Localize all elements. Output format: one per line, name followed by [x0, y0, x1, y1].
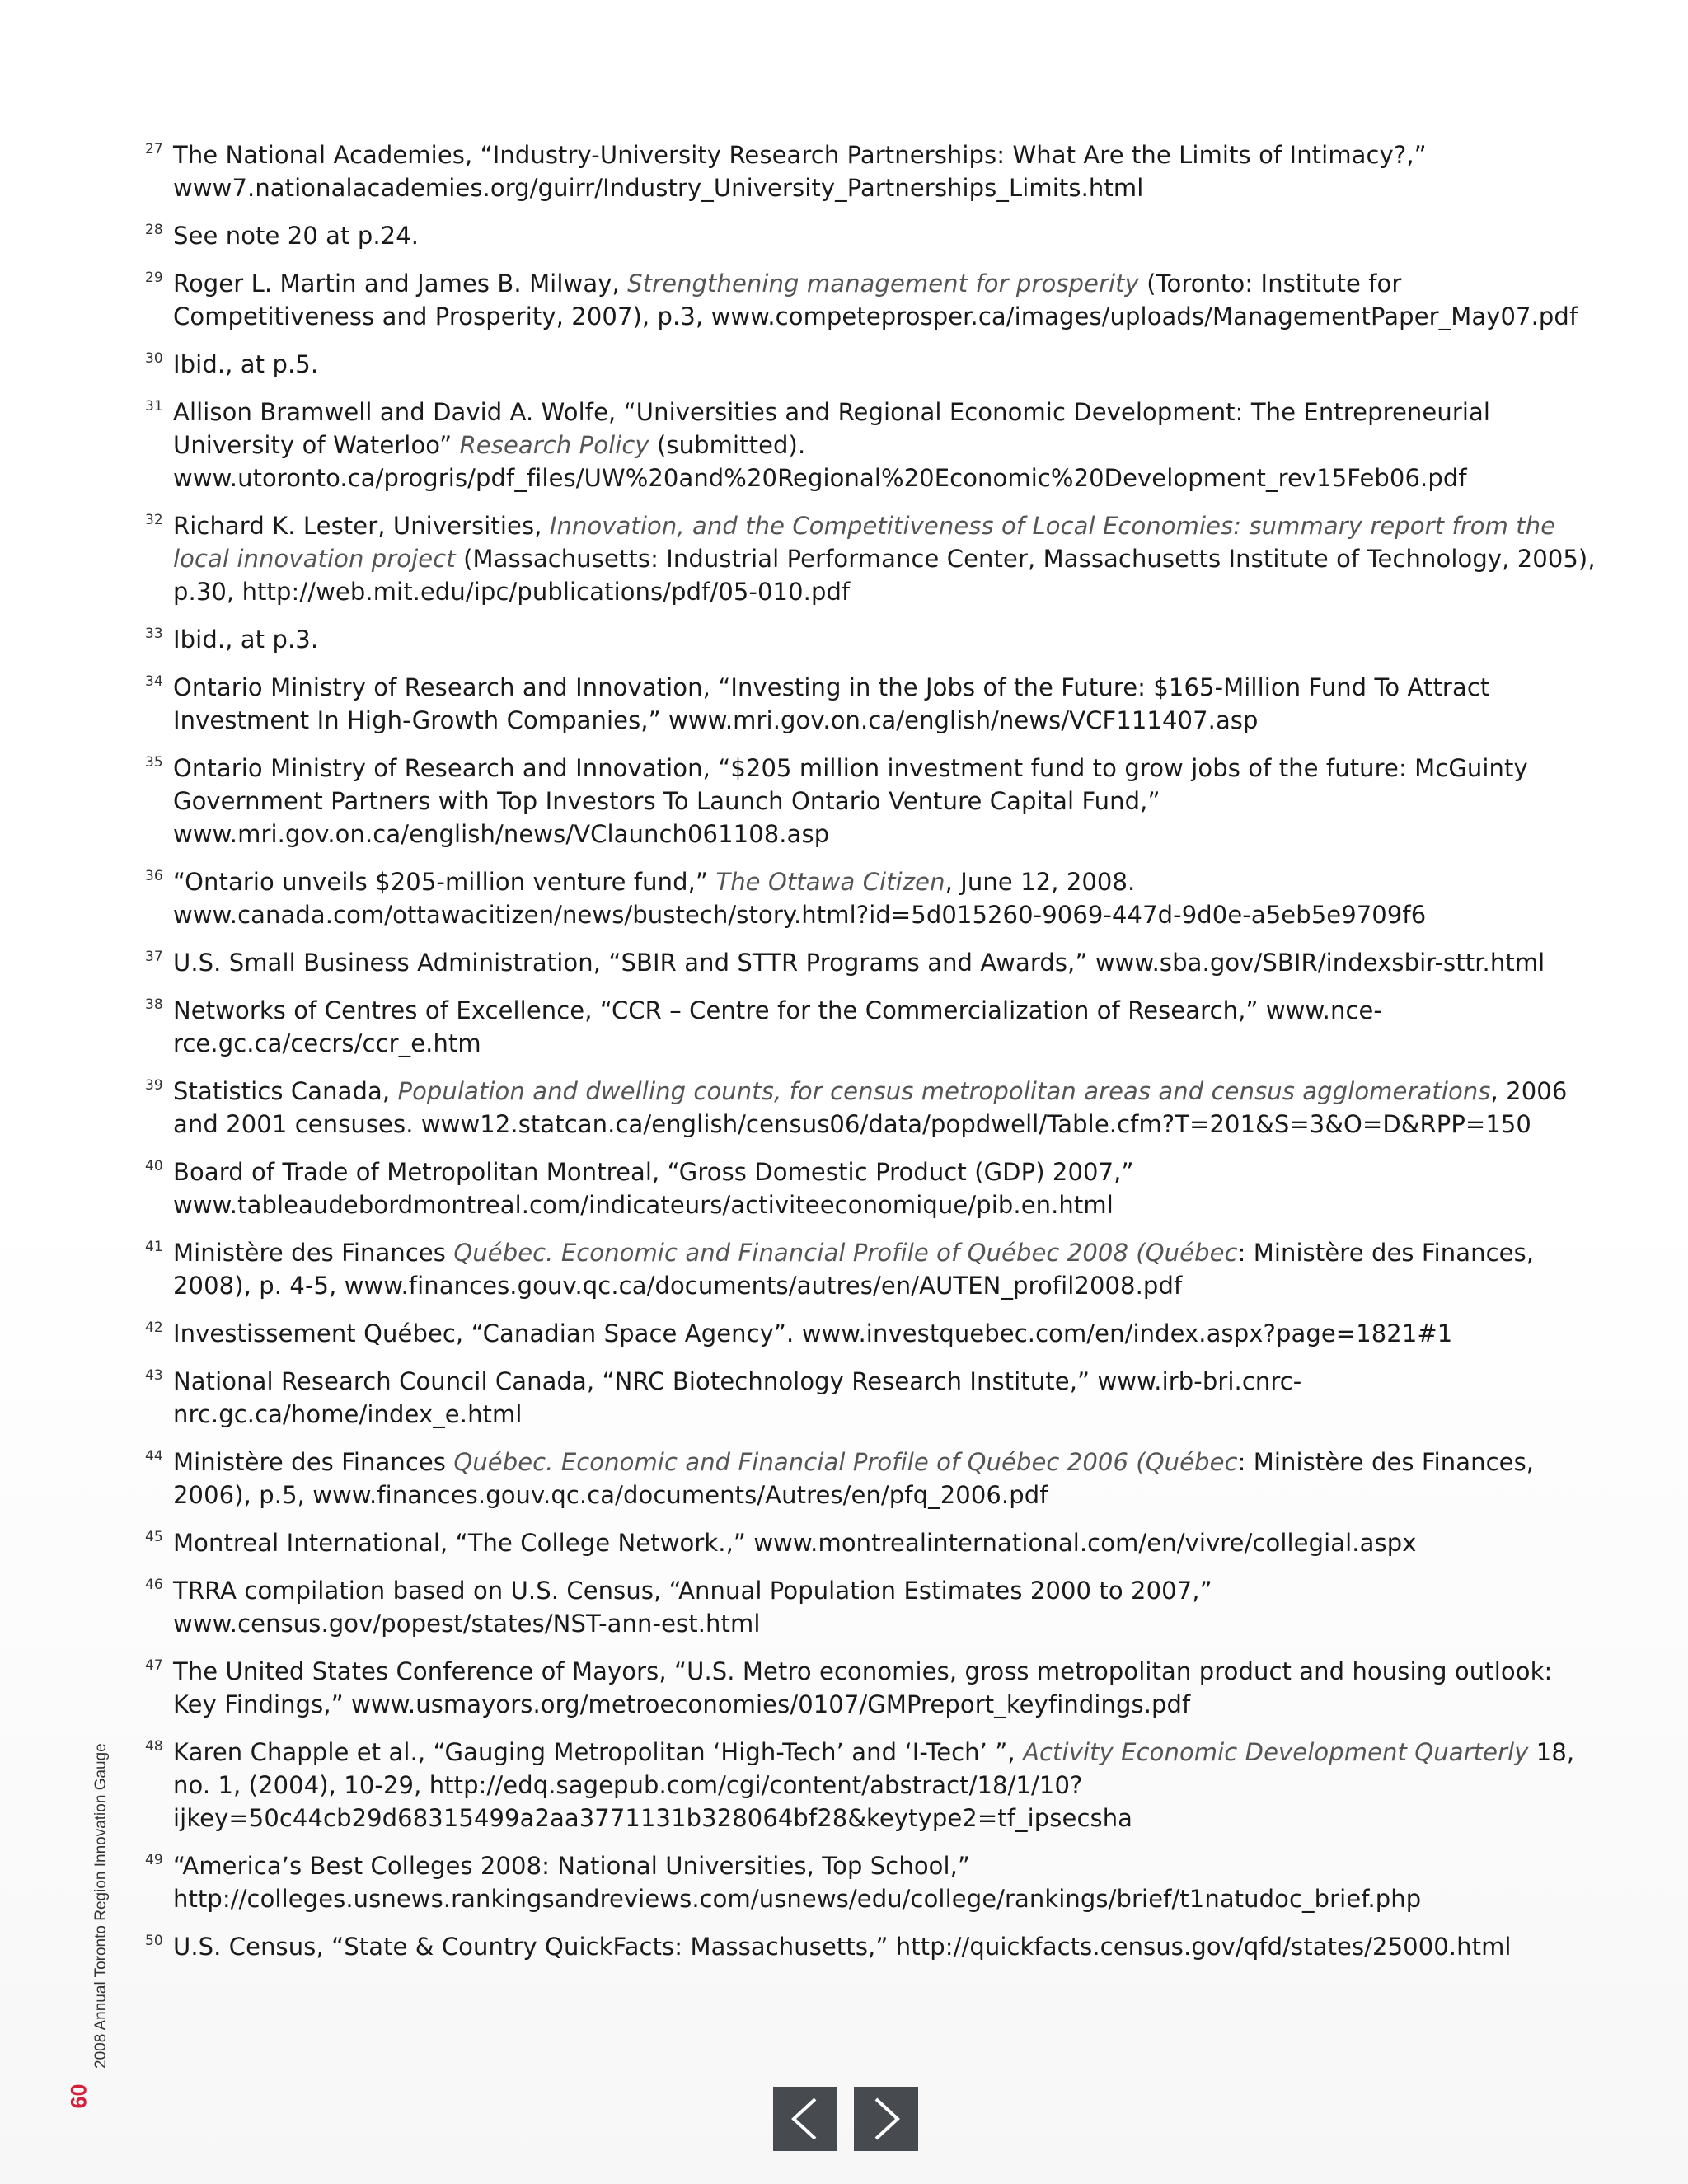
footnote-number: 34 [145, 673, 163, 690]
footnote-43 [145, 1365, 1596, 1431]
footnote-title-italic: Research Policy [459, 431, 649, 459]
footnote-33 [145, 623, 1596, 656]
footnote-48 [145, 1736, 1596, 1835]
footnote-47 [145, 1655, 1596, 1721]
footnote-49 [145, 1849, 1596, 1915]
footnote-list [145, 138, 1596, 1978]
footnote-number: 29 [145, 269, 163, 286]
footnote-text: Karen Chapple et al., “Gauging Metropolitan ‘High-Tech’ and ‘I-Tech’ ”, [173, 1738, 1024, 1766]
footnote-text: Montreal International, “The College Network.,” www.montrealinternational.com/en/vivre/collegial.aspx [173, 1529, 1417, 1557]
footnote-title-italic: Innovation, and the Competitiveness of Local Economies: summary report from the local innovation project [173, 512, 1556, 573]
footnote-title-italic: Québec. Economic and Financial Profile of Québec 2008 (Québec [453, 1239, 1238, 1267]
footnote-number: 40 [145, 1158, 163, 1174]
footnote-title-italic: Population and dwelling counts, for census metropolitan areas and census agglomerations [397, 1077, 1491, 1105]
footnote-text: Ibid., at p.3. [173, 626, 319, 654]
footnote-number: 32 [145, 512, 163, 528]
footnote-number: 44 [145, 1448, 163, 1465]
footnote-31 [145, 396, 1596, 494]
footnote-text: Networks of Centres of Excellence, “CCR – Centre for the Commercialization of Research,” www.nce-rce.gc.ca/cecrs/ccr_e.htm [173, 996, 1382, 1057]
footnote-text: Ontario Ministry of Research and Innovation, “$205 million investment fund to grow jobs of the future: McGuinty Government Partners with Top Investors To Launch Ontario Venture Capital Fund,” www.mri.gov.on.ca/english/news/VClaunch061108.asp [173, 754, 1528, 848]
footnote-text: : Ministère des Finances, 2006), p.5, www.finances.gouv.qc.ca/documents/Autres/en/pfq_2006.pdf [173, 1448, 1535, 1509]
footnote-text: U.S. Small Business Administration, “SBIR and STTR Programs and Awards,” www.sba.gov/SBIR/indexsbir-sttr.html [173, 949, 1545, 977]
footnote-32 [145, 509, 1596, 608]
footnote-text: National Research Council Canada, “NRC Biotechnology Research Institute,” www.irb-bri.cnrc-nrc.gc.ca/home/index_e.html [173, 1367, 1302, 1428]
footnote-50 [145, 1930, 1596, 1963]
footnote-35 [145, 752, 1596, 851]
footnote-number: 35 [145, 754, 163, 771]
footnote-text: Ministère des Finances [173, 1448, 454, 1476]
footnote-text: “Ontario unveils $205-million venture fund,” [173, 868, 716, 896]
footnote-number: 41 [145, 1239, 163, 1255]
footnote-title-italic: Activity Economic Development Quarterly [1023, 1738, 1529, 1766]
footnote-46 [145, 1574, 1596, 1640]
previous-page-button[interactable] [773, 2087, 837, 2151]
footnote-38 [145, 994, 1596, 1060]
footnote-text: Allison Bramwell and David A. Wolfe, “Universities and Regional Economic Development: The Entrepreneurial University of Waterloo” [173, 398, 1491, 459]
footnote-45 [145, 1526, 1596, 1559]
footnote-number: 48 [145, 1738, 163, 1755]
footnote-text: (submitted). www.utoronto.ca/progris/pdf_files/UW%20and%20Regional%20Economic%20Development_rev15Feb06.pdf [173, 431, 1467, 492]
footnote-text: , 2006 and 2001 censuses. www12.statcan.ca/english/census06/data/popdwell/Table.cfm?T=201&S=3&O=D&RPP=150 [173, 1077, 1568, 1138]
footnote-text: Ministère des Finances [173, 1239, 454, 1267]
footnote-number: 38 [145, 996, 163, 1013]
footnote-44 [145, 1446, 1596, 1511]
footnote-text: The United States Conference of Mayors, “U.S. Metro economies, gross metropolitan product and housing outlook: Key Findings,” www.usmayors.org/metroeconomies/0107/GMPreport_keyfindings.pdf [173, 1657, 1553, 1718]
chevron-left-icon [787, 2096, 823, 2142]
footnote-text: The National Academies, “Industry-University Research Partnerships: What Are the Limits of Intimacy?,” www7.nationalacademies.org/guirr/Industry_University_Partnerships_Limits.html [173, 141, 1427, 202]
footnote-number: 50 [145, 1933, 163, 1949]
footnote-number: 47 [145, 1657, 163, 1674]
footnote-number: 27 [145, 141, 163, 157]
footnote-text: Statistics Canada, [173, 1077, 398, 1105]
footnote-30 [145, 348, 1596, 381]
chevron-right-icon [868, 2096, 904, 2142]
footnote-text: “America’s Best Colleges 2008: National Universities, Top School,” http://colleges.usnews.rankingsandreviews.com/usnews/edu/college/rankings/brief/t1natudoc_brief.php [173, 1852, 1422, 1913]
publication-title: 2008 Annual Toronto Region Innovation Gauge [92, 1743, 110, 2069]
page-number: 60 [66, 2083, 91, 2109]
footnote-36 [145, 865, 1596, 931]
footnote-number: 46 [145, 1577, 163, 1593]
footnote-number: 37 [145, 949, 163, 965]
footnote-number: 33 [145, 626, 163, 642]
footnote-29 [145, 267, 1596, 333]
footnote-text: (Toronto: Institute for Competitiveness and Prosperity, 2007), p.3, www.competeprosper.ca/images/uploads/ManagementPaper_May07.pdf [173, 269, 1578, 330]
footnote-title-italic: Québec. Economic and Financial Profile of Québec 2006 (Québec [453, 1448, 1238, 1476]
footnote-text: Roger L. Martin and James B. Milway, [173, 269, 628, 298]
footnote-37 [145, 946, 1596, 979]
footnote-text: (Massachusetts: Industrial Performance Center, Massachusetts Institute of Technology, 2005), p.30, http://web.mit.edu/ipc/publications/pdf/05-010.pdf [173, 545, 1596, 606]
footnote-title-italic: The Ottawa Citizen [715, 868, 945, 896]
footnote-39 [145, 1075, 1596, 1141]
footnote-text: U.S. Census, “State & Country QuickFacts: Massachusetts,” http://quickfacts.census.gov/qfd/states/25000.html [173, 1933, 1512, 1961]
footnote-title-italic: Strengthening management for prosperity [627, 269, 1139, 298]
footnote-number: 30 [145, 350, 163, 367]
footnote-number: 43 [145, 1367, 163, 1384]
footnote-34 [145, 671, 1596, 737]
footnote-41 [145, 1236, 1596, 1302]
footnote-40 [145, 1155, 1596, 1221]
footnote-text: : Ministère des Finances, 2008), p. 4-5, www.finances.gouv.qc.ca/documents/autres/en/AUTEN_profil2008.pdf [173, 1239, 1535, 1300]
footnote-42 [145, 1317, 1596, 1350]
footnote-28 [145, 219, 1596, 252]
footnote-text: Ontario Ministry of Research and Innovation, “Investing in the Jobs of the Future: $165-Million Fund To Attract Investment In High-Growth Companies,” www.mri.gov.on.ca/english/news/VCF111407.asp [173, 673, 1490, 734]
footnote-text: Board of Trade of Metropolitan Montreal, “Gross Domestic Product (GDP) 2007,” www.tableaudebordmontreal.com/indicateurs/activiteeconomique/pib.en.html [173, 1158, 1134, 1219]
footnote-number: 42 [145, 1319, 163, 1336]
footnote-text: Investissement Québec, “Canadian Space Agency”. www.investquebec.com/en/index.aspx?page=1821#1 [173, 1319, 1453, 1347]
footnote-number: 49 [145, 1852, 163, 1868]
footnote-27 [145, 138, 1596, 204]
footnote-number: 31 [145, 398, 163, 415]
next-page-button[interactable] [854, 2087, 918, 2151]
footnote-text: Ibid., at p.5. [173, 350, 319, 378]
footnote-text: See note 20 at p.24. [173, 222, 420, 250]
footnote-text: , June 12, 2008. www.canada.com/ottawacitizen/news/bustech/story.html?id=5d015260-9069-447d-9d0e-a5eb5e9709f6 [173, 868, 1427, 929]
footnote-number: 36 [145, 868, 163, 884]
footnote-text: Richard K. Lester, Universities, [173, 512, 550, 540]
footnote-text: TRRA compilation based on U.S. Census, “Annual Population Estimates 2000 to 2007,” www.census.gov/popest/states/NST-ann-est.html [173, 1577, 1212, 1638]
footnote-number: 28 [145, 222, 163, 238]
footnote-number: 39 [145, 1077, 163, 1094]
footnote-number: 45 [145, 1529, 163, 1545]
footnote-text: 18, no. 1, (2004), 10-29, http://edq.sagepub.com/cgi/content/abstract/18/1/10?ijkey=50c44cb29d68315499a2aa3771131b328064bf28&keytype2=tf_ipsecsha [173, 1738, 1575, 1832]
